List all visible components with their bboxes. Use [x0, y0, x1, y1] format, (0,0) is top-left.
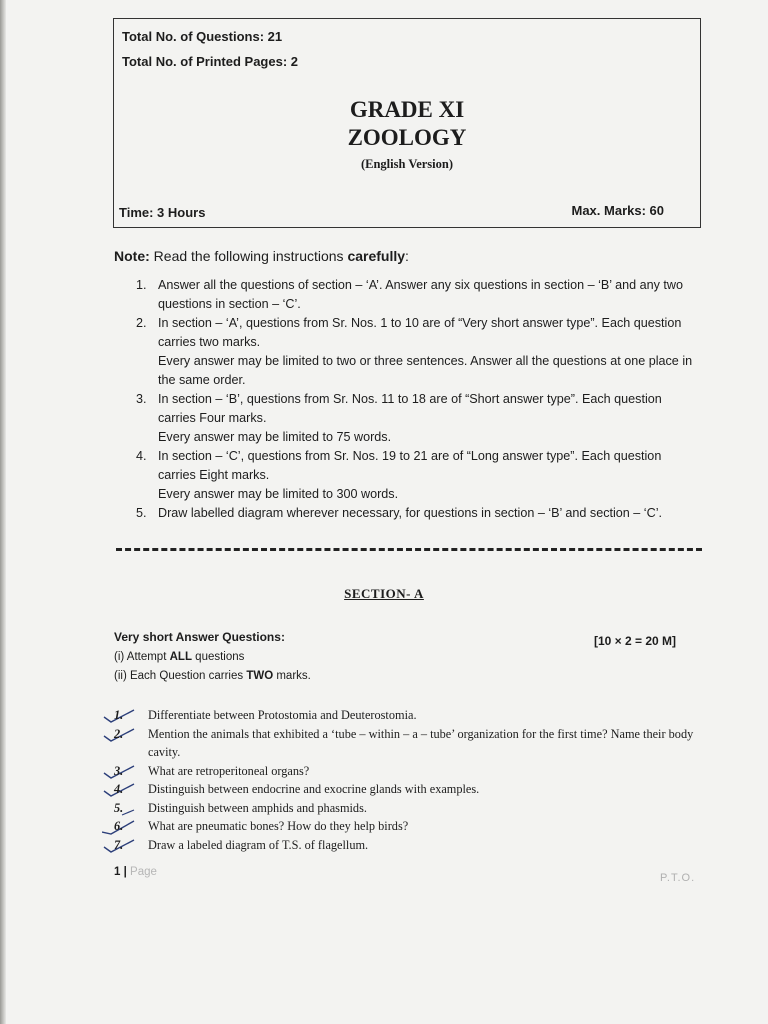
rule-2-pre: (ii) Each Question carries	[114, 670, 244, 682]
section-a-rule-2	[114, 670, 311, 682]
page-separator: |	[123, 866, 127, 878]
question-text: Mention the animals that exhibited a ‘tube – within – a – tube’ organization for the first time? Name their body cavity.	[148, 726, 694, 759]
instruction-extra: Every answer may be limited to 300 words.	[158, 487, 399, 501]
rule-2-post: marks.	[276, 670, 311, 682]
instruction-number: 4.	[136, 449, 147, 463]
section-a-title: SECTION- A	[344, 586, 424, 601]
instruction-item	[136, 276, 696, 314]
instruction-item	[136, 504, 696, 523]
question-number: 1.	[114, 708, 124, 722]
instructions-list	[136, 276, 696, 523]
question-number: 6.	[114, 819, 124, 833]
instruction-extra: Every answer may be limited to 75 words.	[158, 430, 392, 444]
instruction-text: In section – ‘A’, questions from Sr. Nos. 1 to 10 are of “Very short answer type”. Each question carries two marks.	[158, 316, 682, 349]
instruction-text: Draw labelled diagram wherever necessary, for questions in section – ‘B’ and section – ‘C’.	[158, 506, 662, 520]
section-a-rule-1	[114, 651, 244, 663]
section-a-heading: Very short Answer Questions:	[114, 630, 285, 644]
instruction-text: In section – ‘B’, questions from Sr. Nos. 11 to 18 are of “Short answer type”. Each question carries Four marks.	[158, 392, 662, 425]
instruction-number: 3.	[136, 392, 147, 406]
instruction-item	[136, 314, 696, 390]
grade-title: GRADE XI	[349, 97, 465, 122]
max-marks-label: Max. Marks: 60	[571, 203, 664, 218]
question-list	[104, 706, 704, 854]
dashed-divider	[116, 548, 702, 551]
question-item	[104, 817, 704, 836]
note-text: Read the following instructions	[153, 248, 344, 264]
note-emphasis: carefully	[347, 248, 406, 264]
rule-1-post: questions	[195, 651, 245, 663]
question-item	[104, 836, 704, 855]
instruction-text: Answer all the questions of section – ‘A’. Answer any six questions in section – ‘B’ and any two questions in section – ‘C’.	[158, 278, 684, 311]
question-item	[104, 799, 704, 818]
version-label: (English Version)	[360, 157, 454, 171]
instruction-number: 1.	[136, 278, 147, 292]
question-number: 2.	[114, 726, 124, 741]
question-text: What are retroperitoneal organs?	[148, 763, 310, 778]
question-item	[104, 780, 704, 799]
question-item	[104, 706, 704, 725]
page-edge-shadow	[0, 0, 6, 1024]
question-text: Distinguish between amphids and phasmids.	[148, 800, 367, 815]
instruction-number: 5.	[136, 506, 147, 520]
question-item	[104, 725, 704, 762]
rule-1-pre: (i) Attempt	[114, 651, 167, 663]
section-a-marks: [10 × 2 = 20 M]	[594, 634, 677, 648]
page-number: 1	[114, 866, 121, 878]
instruction-text: In section – ‘C’, questions from Sr. Nos. 19 to 21 are of “Long answer type”. Each question carries Eight marks.	[158, 449, 662, 482]
question-text: Differentiate between Protostomia and Deuterostomia.	[148, 708, 417, 722]
rule-1-bold: ALL	[169, 651, 192, 663]
question-number: 5.	[114, 800, 124, 815]
question-number: 7.	[114, 837, 124, 852]
instruction-item	[136, 447, 696, 504]
instruction-number: 2.	[136, 316, 147, 330]
question-text: Distinguish between endocrine and exocrine glands with examples.	[148, 782, 480, 796]
total-printed-pages: Total No. of Printed Pages: 2	[122, 54, 299, 69]
question-number: 4.	[114, 782, 124, 796]
page-footer	[114, 866, 157, 878]
instruction-extra: Every answer may be limited to two or three sentences. Answer all the questions at one place in the same order.	[158, 354, 693, 387]
instruction-item	[136, 390, 696, 447]
subject-title: ZOOLOGY	[347, 125, 467, 150]
page-word: Page	[130, 866, 157, 878]
total-questions: Total No. of Questions: 21	[122, 29, 283, 44]
header-box	[113, 18, 701, 228]
question-number: 3.	[114, 763, 124, 778]
note	[114, 248, 409, 264]
pto-label: P.T.O.	[660, 872, 696, 884]
question-text: What are pneumatic bones? How do they help birds?	[148, 819, 409, 833]
note-colon: :	[405, 248, 409, 264]
note-label: Note:	[114, 248, 150, 264]
time-label: Time: 3 Hours	[119, 205, 206, 220]
question-item	[104, 762, 704, 781]
question-text: Draw a labeled diagram of T.S. of flagellum.	[148, 837, 369, 852]
rule-2-bold: TWO	[246, 670, 274, 682]
